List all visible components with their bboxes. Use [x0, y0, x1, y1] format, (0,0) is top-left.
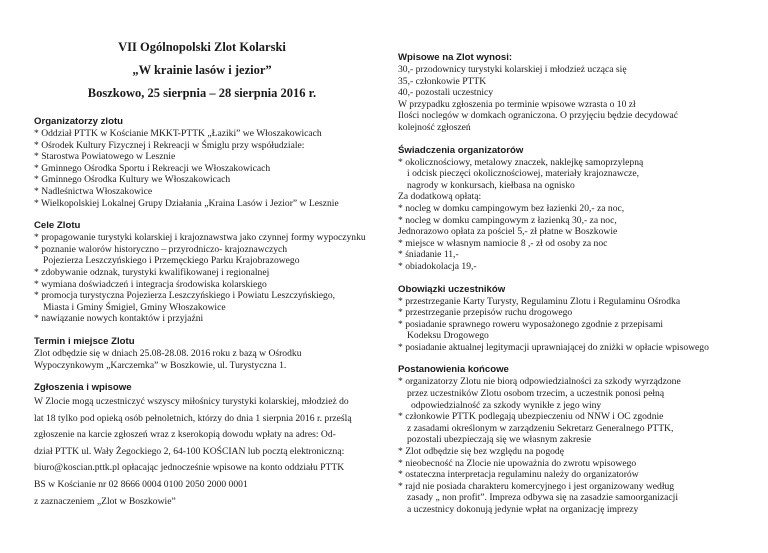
- fee-line: 40,- pozostali uczestnicy: [398, 87, 494, 99]
- goal-line: Miasta i Gminy Śmigiel, Gminy Włoszakowice: [43, 301, 226, 313]
- service-line: i odcisk pieczęci okolicznościowej, materiały krajoznawcze,: [407, 168, 640, 180]
- final-line: przez uczestników Zlotu osobom trzecim, a uczestnik ponosi pełną: [407, 388, 665, 400]
- final-line: zasady „ non profit”. Impreza odbywa się na zasadzie samoorganizacji: [407, 492, 678, 504]
- title-block: [34, 40, 370, 101]
- goal-line: * promocja turystyczna Pojezierza Leszczyńskiego i Powiatu Leszczyńskiego,: [34, 290, 336, 302]
- fee-line: kolejność zgłoszeń: [398, 121, 471, 133]
- final-line: * ostateczna interpretacja regulaminu należy do organizatorów: [398, 469, 639, 481]
- goals-heading: Cele Zlotu: [34, 220, 81, 232]
- service-line: * okolicznościowy, metalowy znaczek, naklejkę samoprzylepną: [398, 156, 644, 168]
- duty-line: * przestrzeganie Karty Turysty, Regulaminu Zlotu i Regulaminu Ośrodka: [398, 295, 681, 307]
- service-line: Jednorazowo opłata za pościel 5,- zł płatne w Boszkowie: [398, 226, 618, 238]
- organizers-section: [34, 116, 370, 209]
- organizer-item: * Wielkopolskiej Lokalnej Grupy Działania „Kraina Lasów i Jezior” w Lesznie: [34, 197, 339, 209]
- duties-heading: Obowiązki uczestników: [398, 283, 506, 295]
- goal-line: Pojezierza Leszczyńskiego i Przemęckiego Parku Krajobrazowego: [43, 255, 300, 267]
- registration-line: biuro@koscian.pttk.pl opłacając jednocześnie wpisowe na konto oddziału PTTK: [34, 462, 345, 474]
- service-line: * miejsce w własnym namiocie 8 ,- zł od osoby za noc: [398, 237, 608, 249]
- services-heading: Świadczenia organizatorów: [398, 144, 524, 156]
- final-line: * rajd nie posiada charakteru komercyjnego i jest organizowany według: [398, 480, 675, 492]
- final-heading: Postanowienia końcowe: [398, 364, 509, 376]
- service-line: * nocleg w domku campingowym z łazienką 30,- za noc,: [398, 214, 617, 226]
- final-line: * członkowie PTTK podlegają ubezpieczeniu od NNW i OC zgodnie: [398, 411, 664, 423]
- final-line: z zasadami określonym w zarządzeniu Sekretarz Generalnego PTTK,: [407, 422, 674, 434]
- goal-line: * wymiana doświadczeń i integracja środowiska kolarskiego: [34, 278, 267, 290]
- registration-line: BS w Kościanie nr 02 8666 0004 0100 2050 2000 0001: [34, 479, 248, 491]
- duties-section: [398, 284, 740, 354]
- duty-line: * przestrzeganie przepisów ruchu drogowego: [398, 307, 573, 319]
- organizer-item: * Oddział PTTK w Kościanie MKKT-PTTK „Łaziki” we Włoszakowicach: [34, 128, 322, 139]
- organizer-item: * Starostwa Powiatowego w Lesznie: [34, 151, 176, 163]
- service-line: nagrody w konkursach, kiełbasa na ognisko: [407, 179, 575, 191]
- service-line: Za dodatkową opłatą:: [398, 191, 482, 203]
- final-line: * Zlot odbędzie się bez względu na pogodę: [398, 446, 564, 458]
- service-line: * obiadokolacja 19,-: [398, 260, 477, 272]
- event-place-date: Boszkowo, 25 sierpnia – 28 sierpnia 2016 r.: [87, 86, 317, 100]
- organizer-item: * Gminnego Ośrodka Kultury we Włoszakowicach: [34, 174, 231, 186]
- event-title: VII Ogólnopolski Zlot Kolarski: [118, 40, 286, 54]
- fee-line: W przypadku zgłoszenia po terminie wpisowe wzrasta o 10 zł: [398, 98, 636, 110]
- final-line: pozostali ubezpieczają się we własnym zakresie: [407, 434, 592, 446]
- registration-line: zgłoszenie na karcie zgłoszeń wraz z kserokopią dowodu wpłaty na adres: Od-: [34, 429, 336, 441]
- registration-line: lat 18 tylko pod opieką osób pełnoletnich, którzy do dnia 1 sierpnia 2016 r. prześlą: [34, 412, 352, 424]
- goal-line: * propagowanie turystyki kolarskiej i krajoznawstwa jako czynnej formy wypoczynku: [34, 232, 366, 244]
- fee-line: Ilości noclegów w domkach ograniczona. O przyjęciu będzie decydować: [398, 110, 678, 122]
- organizer-item: * Nadleśnictwa Włoszakowice: [34, 185, 153, 197]
- final-section: [398, 364, 740, 515]
- service-line: * nocleg w domku campingowym bez łazienki 20,- za noc,: [398, 202, 625, 214]
- final-line: * organizatorzy Zlotu nie biorą odpowiedzialności za szkody wyrządzone: [398, 376, 681, 388]
- services-section: [398, 145, 740, 273]
- final-line: a uczestnicy dokonują jedynie wpłat na organizację imprezy: [407, 504, 639, 515]
- fee-line: 30,- przodownicy turystyki kolarskiej i młodzież ucząca się: [398, 64, 627, 75]
- goal-line: * poznanie walorów historyczno – przyrodniczo- krajoznawczych: [34, 243, 288, 255]
- venue-line: Zlot odbędzie się w dniach 25.08-28.08. 2016 roku z bazą w Ośrodku: [34, 347, 302, 359]
- registration-line: dział PTTK ul. Wały Żegockiego 2, 64-100 KOŚCIAN lub pocztą elektroniczną:: [34, 445, 345, 457]
- venue-section: [34, 336, 370, 371]
- fee-section: [398, 52, 740, 134]
- goal-line: * zdobywanie odznak, turystyki kwalifikowanej i regionalnej: [34, 266, 270, 278]
- registration-section: [34, 382, 370, 510]
- organizer-item: * Ośrodek Kultury Fizycznej i Rekreacji w Śmiglu przy współudziale:: [34, 139, 305, 151]
- registration-heading: Zgłoszenia i wpisowe: [34, 382, 132, 394]
- duty-line: * posiadanie sprawnego roweru wyposażonego zgodnie z przepisami: [398, 318, 664, 330]
- right-column: [398, 0, 740, 516]
- registration-line: W Zlocie mogą uczestniczyć wszyscy miłośnicy turystyki kolarskiej, młodzież do: [34, 396, 349, 408]
- organizers-heading: Organizatorzy zlotu: [34, 116, 124, 127]
- goals-section: [34, 220, 370, 325]
- final-line: * nieobecność na Zlocie nie upoważnia do zwrotu wpisowego: [398, 457, 637, 469]
- duty-line: Kodeksu Drogowego: [407, 330, 489, 342]
- fee-line: 35,- członkowie PTTK: [398, 75, 487, 87]
- service-line: * śniadanie 11,-: [398, 249, 459, 261]
- venue-line: Wypoczynkowym „Karczemka” w Boszkowie, ul. Turystyczna 1.: [34, 359, 287, 371]
- goal-line: * nawiązanie nowych kontaktów i przyjaźni: [34, 313, 204, 325]
- fee-heading: Wpisowe na Zlot wynosi:: [398, 52, 513, 63]
- organizer-item: * Gminnego Ośrodka Sportu i Rekreacji we Włoszakowicach: [34, 162, 271, 174]
- event-subtitle: „W krainie lasów i jezior”: [132, 63, 272, 77]
- registration-line: z zaznaczeniem „Zlot w Boszkowie”: [34, 495, 176, 507]
- left-column: [34, 0, 370, 510]
- final-line: odpowiedzialność za szkody wynikłe z jego winy: [411, 399, 602, 411]
- venue-heading: Termin i miejsce Zlotu: [34, 335, 135, 347]
- duty-line: * posiadanie aktualnej legitymacji uprawniającej do zniżki w opłacie wpisowego: [398, 341, 709, 353]
